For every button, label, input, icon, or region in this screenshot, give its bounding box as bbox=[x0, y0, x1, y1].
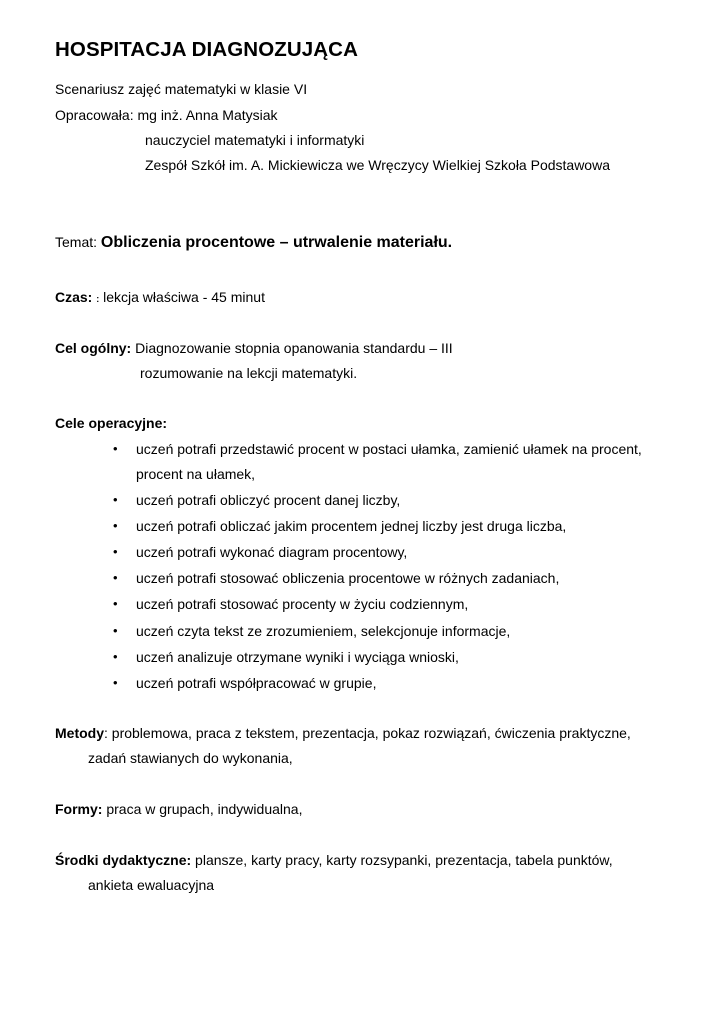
list-item: uczeń potrafi wykonać diagram procentowy, bbox=[136, 544, 408, 560]
scenario-line: Scenariusz zajęć matematyki w klasie VI bbox=[55, 81, 308, 97]
bullet-icon: • bbox=[113, 441, 118, 456]
list-item: uczeń potrafi przedstawić procent w postaci ułamka, zamienić ułamek na procent, bbox=[136, 441, 642, 457]
topic-line bbox=[55, 233, 452, 252]
list-item: uczeń potrafi obliczać jakim procentem jednej liczby jest druga liczba, bbox=[136, 518, 567, 534]
forms-line bbox=[55, 800, 302, 818]
methods-text: : problemowa, praca z tekstem, prezentacja, pokaz rozwiązań, ćwiczenia praktyczne, bbox=[104, 725, 631, 741]
list-item: uczeń analizuje otrzymane wyniki i wyciąga wnioski, bbox=[136, 649, 459, 665]
bullet-icon: • bbox=[113, 570, 118, 585]
teaching-aids-line bbox=[55, 851, 613, 869]
time-line bbox=[55, 288, 265, 308]
teaching-aids-label: Środki dydaktyczne: bbox=[55, 852, 192, 868]
list-item: uczeń potrafi obliczyć procent danej liczby, bbox=[136, 492, 401, 508]
general-goal-text: Diagnozowanie stopnia opanowania standardu – III bbox=[131, 340, 453, 356]
list-item-continuation: procent na ułamek, bbox=[136, 466, 256, 482]
topic-label: Temat: bbox=[55, 234, 101, 250]
methods-label: Metody bbox=[55, 725, 104, 741]
document-title: HOSPITACJA DIAGNOZUJĄCA bbox=[55, 38, 358, 61]
methods-line bbox=[55, 724, 631, 742]
list-item: uczeń potrafi stosować procenty w życiu codziennym, bbox=[136, 596, 469, 612]
general-goal-label: Cel ogólny: bbox=[55, 340, 132, 356]
teaching-aids-continuation: ankieta ewaluacyjna bbox=[88, 877, 215, 893]
operational-goals-label: Cele operacyjne: bbox=[55, 415, 168, 431]
list-item: uczeń potrafi stosować obliczenia procentowe w różnych zadaniach, bbox=[136, 570, 560, 586]
time-value: lekcja właściwa - 45 minut bbox=[99, 289, 265, 305]
bullet-icon: • bbox=[113, 623, 118, 638]
bullet-icon: • bbox=[113, 596, 118, 611]
time-colon: : bbox=[96, 294, 100, 304]
list-item: uczeń czyta tekst ze zrozumieniem, selekcjonuje informacje, bbox=[136, 623, 511, 639]
bullet-icon: • bbox=[113, 518, 118, 533]
bullet-icon: • bbox=[113, 492, 118, 507]
general-goal-continuation: rozumowanie na lekcji matematyki. bbox=[140, 365, 358, 381]
teaching-aids-text: plansze, karty pracy, karty rozsypanki, prezentacja, tabela punktów, bbox=[191, 852, 613, 868]
forms-label: Formy: bbox=[55, 801, 103, 817]
author-line: Opracowała: mg inż. Anna Matysiak bbox=[55, 107, 278, 123]
methods-continuation: zadań stawianych do wykonania, bbox=[88, 750, 293, 766]
list-item: uczeń potrafi współpracować w grupie, bbox=[136, 675, 377, 691]
bullet-icon: • bbox=[113, 649, 118, 664]
time-label: Czas: bbox=[55, 289, 97, 305]
bullet-icon: • bbox=[113, 544, 118, 559]
bullet-icon: • bbox=[113, 675, 118, 690]
general-goal-line bbox=[55, 339, 453, 357]
forms-text: praca w grupach, indywidualna, bbox=[102, 801, 303, 817]
school-line: Zespół Szkół im. A. Mickiewicza we Wręczycy Wielkiej Szkoła Podstawowa bbox=[145, 157, 610, 173]
topic-value: Obliczenia procentowe – utrwalenie materiału. bbox=[100, 234, 453, 251]
role-line: nauczyciel matematyki i informatyki bbox=[145, 132, 365, 148]
